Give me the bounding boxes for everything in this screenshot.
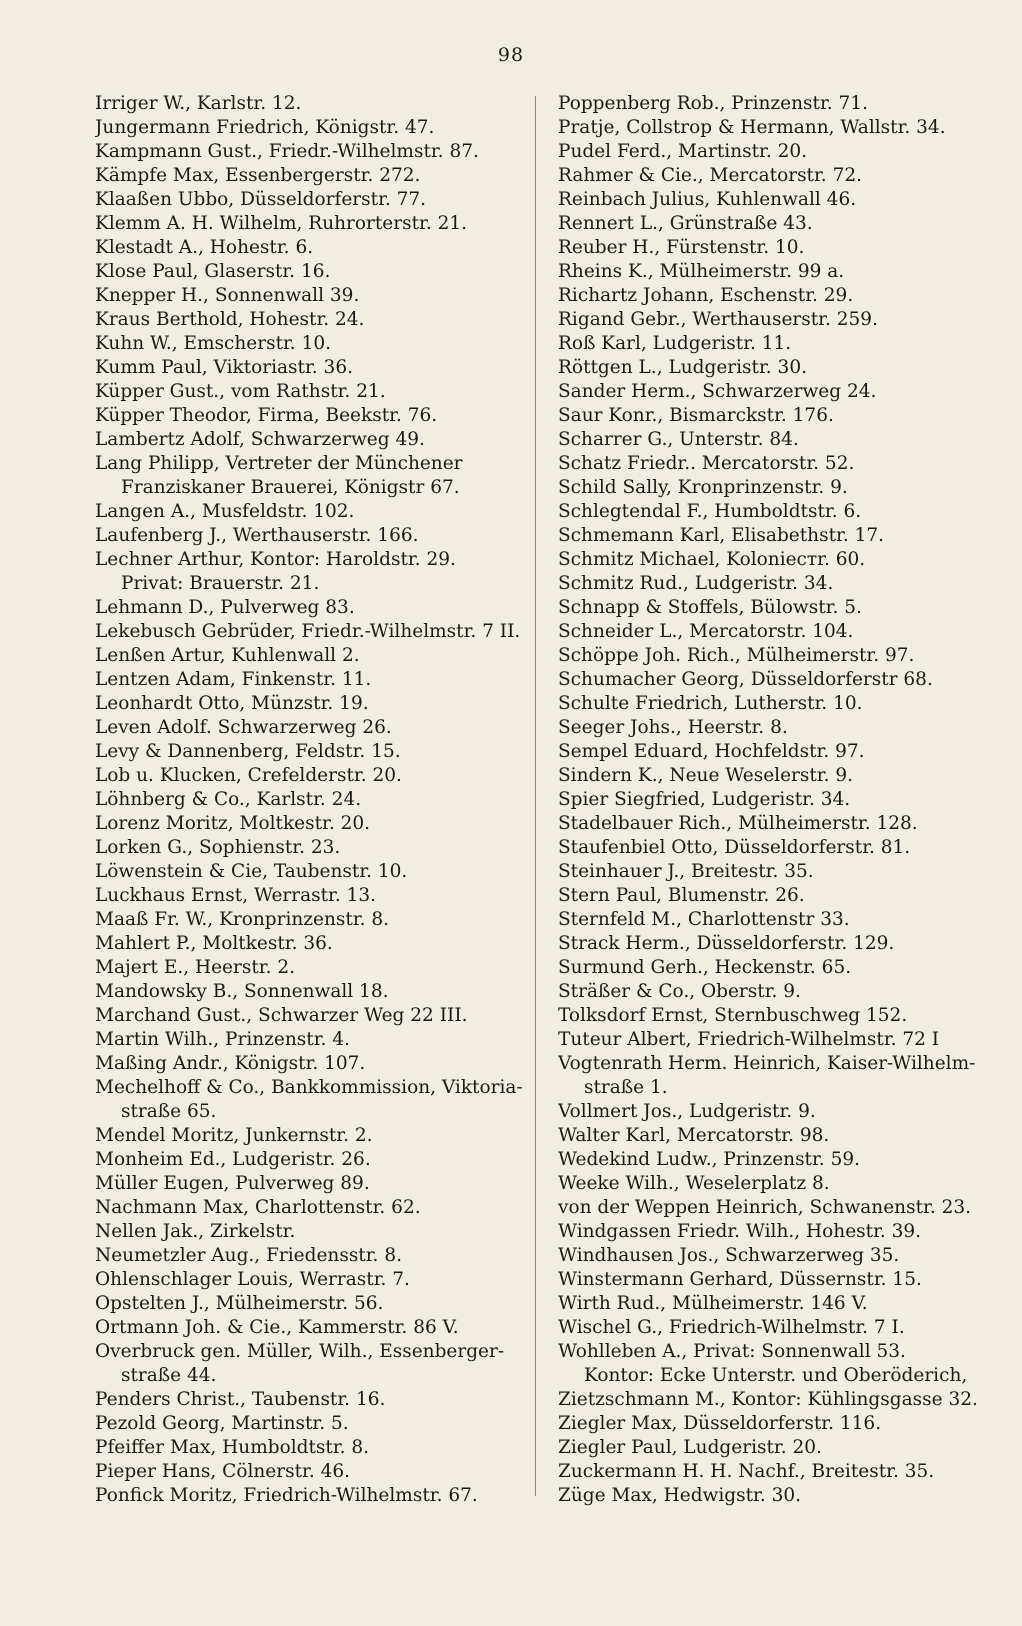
directory-entry: Lechner Arthur, Kontor: Haroldstr. 29. xyxy=(95,549,456,570)
directory-entry: Lehmann D., Pulverweg 83. xyxy=(95,597,355,618)
page-number: 98 xyxy=(497,44,525,66)
directory-entry: Lekebusch Gebrüder, Friedr.-Wilhelmstr. 7 II. xyxy=(95,621,521,642)
directory-entry: Schneider L., Mercatorstr. 104. xyxy=(558,621,854,642)
directory-entry: Levy & Dannenberg, Feldstr. 15. xyxy=(95,741,401,762)
directory-entry: Windhausen Jos., Schwarzerweg 35. xyxy=(558,1245,900,1266)
directory-entry: Ziegler Paul, Ludgeristr. 20. xyxy=(558,1437,822,1458)
directory-entry: Müller Eugen, Pulverweg 89. xyxy=(95,1173,370,1194)
directory-entry: Kumm Paul, Viktoriastr. 36. xyxy=(95,357,353,378)
directory-entry: Schatz Friedr.. Mercatorstr. 52. xyxy=(558,453,855,474)
directory-entry: Pratje, Collstrop & Hermann, Wallstr. 34. xyxy=(558,117,946,138)
directory-entry-continuation: straße 44. xyxy=(121,1365,217,1386)
directory-entry: Wirth Rud., Mülheimerstr. 146 V. xyxy=(558,1293,868,1314)
directory-entry: Zietzschmann M., Kontor: Kühlingsgasse 32. xyxy=(558,1389,978,1410)
directory-entry: Martin Wilh., Prinzenstr. 4. xyxy=(95,1029,350,1050)
directory-entry: Surmund Gerh., Heckenstr. 65. xyxy=(558,957,852,978)
directory-entry: Walter Karl, Mercatorstr. 98. xyxy=(558,1125,830,1146)
directory-entry: Weeke Wilh., Weselerplatz 8. xyxy=(558,1173,830,1194)
directory-entry: Mendel Moritz, Junkernstr. 2. xyxy=(95,1125,373,1146)
directory-entry: Lang Philipp, Vertreter der Münchener xyxy=(95,453,463,474)
directory-entry: Schmitz Michael, Kolonieстr. 60. xyxy=(558,549,866,570)
directory-entry: Vollmert Jos., Ludgeristr. 9. xyxy=(558,1101,816,1122)
directory-entry: Vogtenrath Herm. Heinrich, Kaiser-Wilhelm- xyxy=(558,1053,976,1074)
directory-entry: Züge Max, Hedwigstr. 30. xyxy=(558,1485,802,1506)
directory-entry: Kuhn W., Emscherstr. 10. xyxy=(95,333,331,354)
directory-entry: Kraus Berthold, Hohestr. 24. xyxy=(95,309,365,330)
directory-entry: Majert E., Heerstr. 2. xyxy=(95,957,295,978)
directory-entry: Knepper H., Sonnenwall 39. xyxy=(95,285,360,306)
directory-entry: Schmemann Karl, Elisabethstr. 17. xyxy=(558,525,885,546)
directory-entry: Schmitz Rud., Ludgeristr. 34. xyxy=(558,573,834,594)
directory-entry: Klose Paul, Glaserstr. 16. xyxy=(95,261,331,282)
directory-entry: Stern Paul, Blumenstr. 26. xyxy=(558,885,805,906)
directory-entry: Pudel Ferd., Martinstr. 20. xyxy=(558,141,808,162)
directory-entry: Tuteur Albert, Friedrich-Wilhelmstr. 72 I xyxy=(558,1029,940,1050)
directory-entry: Reuber H., Fürstenstr. 10. xyxy=(558,237,805,258)
directory-entry: Wedekind Ludw., Prinzenstr. 59. xyxy=(558,1149,860,1170)
directory-entry: Monheim Ed., Ludgeristr. 26. xyxy=(95,1149,371,1170)
directory-entry: Scharrer G., Unterstr. 84. xyxy=(558,429,799,450)
directory-entry-continuation: straße 1. xyxy=(584,1077,668,1098)
directory-entry: Ohlenschlager Louis, Werrastr. 7. xyxy=(95,1269,410,1290)
directory-entry: Küpper Gust., vom Rathstr. 21. xyxy=(95,381,386,402)
directory-entry: Schöppe Joh. Rich., Mülheimerstr. 97. xyxy=(558,645,915,666)
directory-entry: Strack Herm., Düsseldorferstr. 129. xyxy=(558,933,895,954)
directory-entry: Schumacher Georg, Düsseldorferstr 68. xyxy=(558,669,933,690)
directory-entry: Lorenz Moritz, Moltkestr. 20. xyxy=(95,813,371,834)
directory-entry: Löhnberg & Co., Karlstr. 24. xyxy=(95,789,362,810)
directory-entry: Jungermann Friedrich, Königstr. 47. xyxy=(95,117,435,138)
directory-entry: Sternfeld M., Charlottenstr 33. xyxy=(558,909,850,930)
directory-entry: Marchand Gust., Schwarzer Weg 22 III. xyxy=(95,1005,468,1026)
directory-entry: Rigand Gebr., Werthauserstr. 259. xyxy=(558,309,878,330)
directory-entry: Mechelhoff & Co., Bankkommission, Viktoria- xyxy=(95,1077,523,1098)
directory-entry-continuation: Kontor: Ecke Unterstr. und Oberöderich, xyxy=(584,1365,968,1386)
directory-entry: Mandowsky B., Sonnenwall 18. xyxy=(95,981,389,1002)
directory-entry: Luckhaus Ernst, Werrastr. 13. xyxy=(95,885,377,906)
right-column xyxy=(558,92,998,1508)
directory-entry: Lambertz Adolf, Schwarzerweg 49. xyxy=(95,429,425,450)
directory-entry: Maßing Andr., Königstr. 107. xyxy=(95,1053,366,1074)
directory-entry: Spier Siegfried, Ludgeristr. 34. xyxy=(558,789,851,810)
directory-entry: Ponfick Moritz, Friedrich-Wilhelmstr. 67. xyxy=(95,1485,478,1506)
directory-entry: Windgassen Friedr. Wilh., Hohestr. 39. xyxy=(558,1221,922,1242)
directory-entry: Seeger Johs., Heerstr. 8. xyxy=(558,717,788,738)
directory-entry: Rahmer & Cie., Mercatorstr. 72. xyxy=(558,165,862,186)
directory-entry: Steinhauer J., Breitestr. 35. xyxy=(558,861,814,882)
directory-entry: Wischel G., Friedrich-Wilhelmstr. 7 I. xyxy=(558,1317,905,1338)
directory-entry: Sander Herm., Schwarzerweg 24. xyxy=(558,381,877,402)
directory-entry: Reinbach Julius, Kuhlenwall 46. xyxy=(558,189,857,210)
directory-entry: Leven Adolf. Schwarzerweg 26. xyxy=(95,717,392,738)
directory-entry: Ortmann Joh. & Cie., Kammerstr. 86 V. xyxy=(95,1317,459,1338)
directory-entry: Penders Christ., Taubenstr. 16. xyxy=(95,1389,386,1410)
directory-entry: Küpper Theodor, Firma, Beekstr. 76. xyxy=(95,405,438,426)
directory-entry: Pfeiffer Max, Humboldtstr. 8. xyxy=(95,1437,370,1458)
directory-entry: Klaaßen Ubbo, Düsseldorferstr. 77. xyxy=(95,189,427,210)
directory-entry: von der Weppen Heinrich, Schwanenstr. 23. xyxy=(558,1197,972,1218)
directory-entry: Stadelbauer Rich., Mülheimerstr. 128. xyxy=(558,813,918,834)
directory-entry: Irriger W., Karlstr. 12. xyxy=(95,93,302,114)
directory-entry: Schnapp & Stoffels, Bülowstr. 5. xyxy=(558,597,862,618)
directory-entry: Nellen Jak., Zirkelstr. xyxy=(95,1221,296,1242)
directory-entry: Nachmann Max, Charlottenstr. 62. xyxy=(95,1197,421,1218)
directory-entry-continuation: Franziskaner Brauerei, Königstr 67. xyxy=(121,477,460,498)
directory-entry-continuation: straße 65. xyxy=(121,1101,217,1122)
directory-entry: Pezold Georg, Martinstr. 5. xyxy=(95,1413,349,1434)
column-divider xyxy=(535,96,536,1496)
directory-entry: Roß Karl, Ludgeristr. 11. xyxy=(558,333,792,354)
directory-entry: Laufenberg J., Werthauserstr. 166. xyxy=(95,525,419,546)
directory-entry: Poppenberg Rob., Prinzenstr. 71. xyxy=(558,93,868,114)
directory-entry: Opstelten J., Mülheimerstr. 56. xyxy=(95,1293,384,1314)
directory-entry: Staufenbiel Otto, Düsseldorferstr. 81. xyxy=(558,837,911,858)
directory-entry: Langen A., Musfeldstr. 102. xyxy=(95,501,355,522)
directory-entry: Kämpfe Max, Essenbergerstr. 272. xyxy=(95,165,421,186)
directory-entry: Löwenstein & Cie, Taubenstr. 10. xyxy=(95,861,408,882)
directory-entry: Kampmann Gust., Friedr.-Wilhelmstr. 87. xyxy=(95,141,479,162)
directory-entry: Klestadt A., Hohestr. 6. xyxy=(95,237,314,258)
directory-entry: Maaß Fr. W., Kronprinzenstr. 8. xyxy=(95,909,390,930)
directory-entry: Mahlert P., Moltkestr. 36. xyxy=(95,933,333,954)
directory-entry: Schild Sally, Kronprinzenstr. 9. xyxy=(558,477,848,498)
directory-entry: Leonhardt Otto, Münzstr. 19. xyxy=(95,693,369,714)
directory-entry: Zuckermann H. H. Nachf., Breitestr. 35. xyxy=(558,1461,935,1482)
directory-entry: Lenßen Artur, Kuhlenwall 2. xyxy=(95,645,360,666)
directory-entry: Röttgen L., Ludgeristr. 30. xyxy=(558,357,807,378)
directory-entry: Lob u. Klucken, Crefelderstr. 20. xyxy=(95,765,402,786)
directory-entry: Schulte Friedrich, Lutherstr. 10. xyxy=(558,693,863,714)
directory-entry: Overbruck gen. Müller, Wilh., Essenberger- xyxy=(95,1341,505,1362)
directory-entry: Neumetzler Aug., Friedensstr. 8. xyxy=(95,1245,402,1266)
directory-entry: Pieper Hans, Cölnerstr. 46. xyxy=(95,1461,350,1482)
directory-entry: Rennert L., Grünstraße 43. xyxy=(558,213,813,234)
directory-entry: Winstermann Gerhard, Düssernstr. 15. xyxy=(558,1269,922,1290)
directory-entry: Saur Konr., Bismarckstr. 176. xyxy=(558,405,834,426)
directory-entry: Sindern K., Neue Weselerstr. 9. xyxy=(558,765,854,786)
directory-entry: Wohlleben A., Privat: Sonnenwall 53. xyxy=(558,1341,906,1362)
directory-entry: Lentzen Adam, Finkenstr. 11. xyxy=(95,669,372,690)
directory-entry: Ziegler Max, Düsseldorferstr. 116. xyxy=(558,1413,882,1434)
directory-entry: Richartz Johann, Eschenstr. 29. xyxy=(558,285,854,306)
directory-entry: Sempel Eduard, Hochfeldstr. 97. xyxy=(558,741,865,762)
directory-entry: Lorken G., Sophienstr. 23. xyxy=(95,837,341,858)
directory-entry: Schlegtendal F., Humboldtstr. 6. xyxy=(558,501,862,522)
directory-entry-continuation: Privat: Brauerstr. 21. xyxy=(121,573,320,594)
directory-entry: Tolksdorf Ernst, Sternbuschweg 152. xyxy=(558,1005,908,1026)
directory-entry: Klemm A. H. Wilhelm, Ruhrorterstr. 21. xyxy=(95,213,468,234)
directory-entry: Sträßer & Co., Oberstr. 9. xyxy=(558,981,801,1002)
directory-entry: Rheins K., Mülheimerstr. 99 a. xyxy=(558,261,845,282)
left-column xyxy=(95,92,527,1508)
